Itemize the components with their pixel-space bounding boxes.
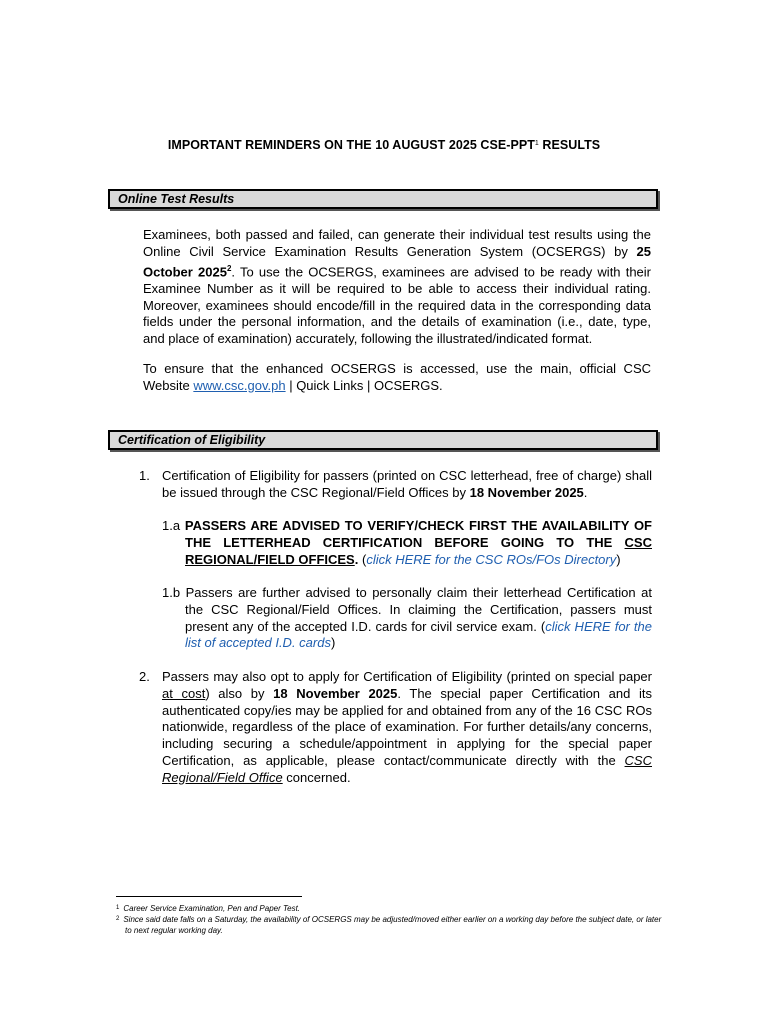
list-number-1: 1.	[139, 468, 150, 483]
footnote-1: $^1$ Career Service Examination, Pen and Paper Test.	[116, 904, 301, 913]
list-item-1: Certification of Eligibility for passers (printed on CSC letterhead, free of charge) shall be issued through the CSC Regional/Field Offices by 18 November 2025.	[162, 468, 652, 500]
csc-website-link[interactable]: www.csc.gov.ph	[193, 377, 286, 393]
page-title: IMPORTANT REMINDERS ON THE 10 AUGUST 2025 CSE-PPT$^1$ RESULTS	[167, 138, 601, 152]
footnote-2: $^2$ Since said date falls on a Saturday, the availability of OCSERGS may be adjusted/moved either earlier on a working day before the subject date, or later to next regular working day.	[116, 915, 662, 935]
section-heading-certification: Certification of Eligibility	[108, 430, 658, 450]
online-results-paragraph: Examinees, both passed and failed, can generate their individual test results using the Online Civil Service Examination Results Generation System (OCSERGS) by 25 October 2025$^2$. To use the OCSERGS, examinees are advised to be ready with their Examinee Number as it will be required to be able to access their individual rating. Moreover, examinees should encode/fill in the required data in the corresponding data fields under the personal information, and the details of examination (i.e., date, type, and place of examination) accurately, following the illustrated/indicated format.	[143, 227, 651, 347]
list-number-2: 2.	[139, 669, 150, 684]
list-item-2: Passers may also opt to apply for Certification of Eligibility (printed on special paper at cost) also by 18 November 2025. The special paper Certification and its authenticated copy/ies may be applied for and obtained from any of the 16 CSC ROs nationwide, regardless of the place of examination. For further details/any concerns, including securing a schedule/appointment in applying for the special paper Certification, as applicable, please contact/communicate directly with the CSC Regional/Field Office concerned.	[162, 669, 652, 785]
list-item-1a: 1.a PASSERS ARE ADVISED TO VERIFY/CHECK FIRST THE AVAILABILITY OF THE LETTERHEAD CERTIFICATION BEFORE GOING TO THE CSC REGIONAL/FIELD OFFICES. (click HERE for the CSC ROs/FOs Directory)	[162, 518, 652, 567]
list-item-1b: 1.b Passers are further advised to personally claim their letterhead Certification at the CSC Regional/Field Offices. In claiming the Certification, passers must present any of the accepted I.D. cards for civil service exam. (click HERE for the list of accepted I.D. cards)	[162, 585, 652, 651]
ocsergs-access-paragraph: To ensure that the enhanced OCSERGS is accessed, use the main, official CSC Website www.csc.gov.ph | Quick Links | OCSERGS.	[143, 361, 651, 393]
accepted-id-list-link[interactable]: click HERE for the list of accepted I.D. cards	[185, 618, 652, 651]
ros-fos-directory-link[interactable]: click HERE for the CSC ROs/FOs Directory	[366, 551, 617, 567]
footnote-divider	[116, 896, 302, 897]
section-heading-online-test-results: Online Test Results	[108, 189, 658, 209]
